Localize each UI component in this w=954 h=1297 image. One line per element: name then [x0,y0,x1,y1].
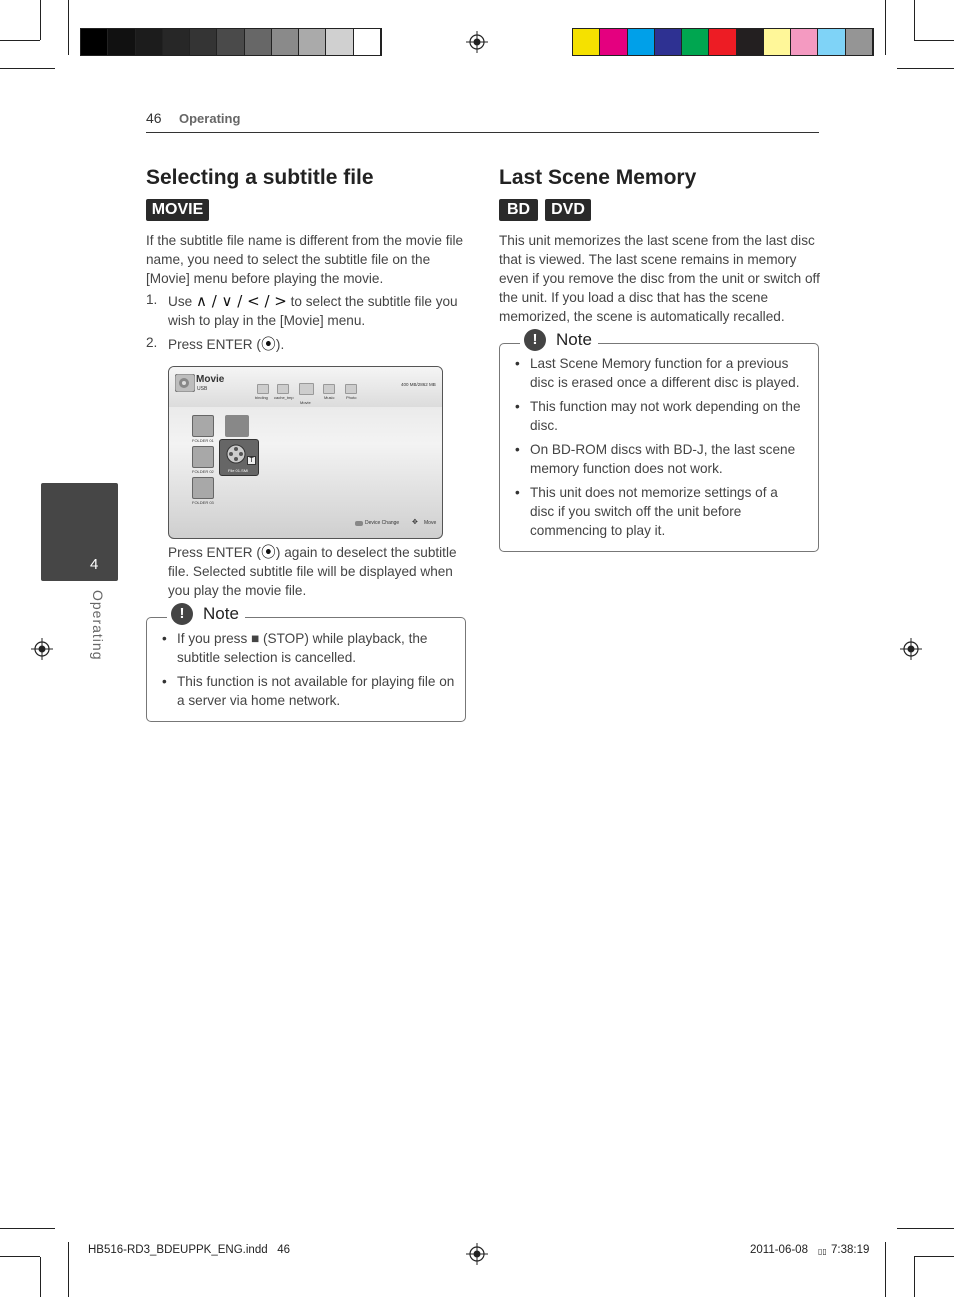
color-swatch [655,29,682,55]
chapter-number: 4 [90,556,99,573]
color-swatch [326,29,353,55]
registration-mark-icon [466,31,488,53]
color-swatch [846,29,873,55]
crop-mark [897,68,954,69]
grayscale-bar [80,28,382,56]
folder-label: Music [324,395,335,400]
step-number: 2. [146,335,158,350]
arrow-keys-icon: ∧ / ∨ / < / > [195,292,287,310]
note-item: • This function is not available for playing file on a server via home network. [177,672,457,710]
step-text-pre: Press ENTER ( [168,337,261,352]
note-title: Note [556,330,592,349]
dvd-badge: DVD [545,199,591,221]
exclamation-icon: ! [171,603,193,625]
step-text-post: to select the subtitle file you wish to play in the [Movie] menu. [168,294,458,328]
folder-icon [192,446,214,468]
section-heading: Selecting a subtitle file [146,166,374,189]
movie-badge: MOVIE [146,199,209,221]
footer-date: 2011-06-08 [750,1244,808,1256]
after-text-pre: Press ENTER ( [168,545,261,560]
step-text [168,292,468,330]
device-change-button-icon [355,521,363,526]
folder-label: FOLDER 02 [192,469,214,474]
crop-mark [914,1257,915,1297]
bd-badge: BD [499,199,538,221]
footer-glyph: ▯▯ [818,1247,827,1256]
movie-logo-icon [175,374,195,392]
enter-icon: ⦿ [260,335,276,353]
color-swatch [764,29,791,55]
step-text [168,335,468,354]
color-swatch [628,29,655,55]
registration-mark-icon [31,638,53,660]
folder-icon [192,415,214,437]
step-text-pre: Use [168,294,193,309]
device-change-label: Device Change [365,520,400,526]
after-paragraph [168,543,468,600]
film-reel-icon [225,443,247,465]
color-swatch [600,29,627,55]
folder-icon [299,383,314,395]
color-swatch [573,29,600,55]
step-number: 1. [146,292,158,307]
note-title: Note [203,604,239,623]
note-item: • Last Scene Memory function for a previous disc is erased once a different disc is played. [530,354,810,392]
color-swatch [299,29,326,55]
folder-label: cache_tmp [274,395,294,400]
crop-mark [40,0,41,40]
color-swatch [682,29,709,55]
color-swatch [136,29,163,55]
menu-title: Movie [196,374,225,385]
step-text-post: ). [275,337,285,352]
crop-mark [914,1256,954,1257]
chapter-label: Operating [90,590,106,661]
crop-mark [40,1257,41,1297]
crop-mark [897,1228,954,1229]
color-swatch [108,29,135,55]
folder-icon [323,384,335,394]
color-swatch [217,29,244,55]
capacity-label: 400 MB/2862 MB [401,382,436,387]
crop-mark [0,40,40,41]
header-rule [146,132,819,133]
note-item: • This unit does not memorize settings of a disc if you switch off the unit before commencing to play it. [530,483,800,540]
folder-label: binding [255,395,268,400]
registration-mark-icon [900,638,922,660]
crop-mark [68,1242,69,1297]
move-label: Move [424,520,437,526]
folder-label: Movie [300,400,311,405]
footer-time: 7:38:19 [831,1244,870,1256]
folder-icon [192,477,214,499]
folder-label: FOLDER 01 [192,438,214,443]
chapter-tab [41,483,118,581]
registration-mark-icon [466,1243,488,1265]
note-item: • If you press ■ (STOP) while playback, the subtitle selection is cancelled. [177,629,457,667]
intro-paragraph: This unit memorizes the last scene from the last disc that is viewed. The last scene remains in memory even if you remove the disc from the unit or switch off the unit. If you load a disc that has the scene memorized, the scene is automatically recalled. [499,233,820,324]
crop-mark [68,0,69,55]
page-number: 46 [146,110,162,126]
folder-label: FOLDER 03 [192,500,214,505]
crop-mark [885,0,886,55]
footer-file: HB516-RD3_BDEUPPK_ENG.indd 46 [88,1244,290,1256]
crop-mark [914,0,915,40]
move-icon: ✥ [412,519,418,526]
color-swatch [81,29,108,55]
color-swatch [245,29,272,55]
color-swatch [272,29,299,55]
color-swatch [354,29,381,55]
color-swatch [709,29,736,55]
color-swatch [163,29,190,55]
after-text-post: ) again to deselect the subtitle file. Selected subtitle file will be displayed when you play the movie file. [168,545,457,598]
movie-menu-screenshot [168,366,443,539]
color-swatch [737,29,764,55]
folder-icon [277,384,289,394]
note-header [167,603,245,625]
color-bar [572,28,874,56]
crop-mark [0,68,55,69]
color-swatch [791,29,818,55]
section-heading: Last Scene Memory [499,166,697,189]
intro-paragraph: If the subtitle file name is different from the movie file name, you need to select the subtitle file on the [Movie] menu before playing the movie. [146,233,464,286]
crop-mark [914,40,954,41]
note-header [520,329,598,351]
note-item: • This function may not work depending on the disc. [530,397,810,435]
subtitle-tag-icon: T [247,456,256,465]
enter-icon: ⦿ [260,543,276,561]
folder-icon [345,384,357,394]
movie-file-icon [225,415,249,437]
note-item: • On BD-ROM discs with BD-J, the last scene memory function does not work. [530,440,810,478]
color-swatch [818,29,845,55]
menu-subtitle: USB [197,386,208,392]
folder-icon [257,384,269,394]
section-title: Operating [179,111,241,126]
crop-mark [885,1242,886,1297]
crop-mark [0,1228,55,1229]
selected-file [219,439,259,476]
color-swatch [190,29,217,55]
exclamation-icon: ! [524,329,546,351]
folder-label: Photo [346,395,357,400]
crop-mark [0,1256,40,1257]
selected-file-label: File 01.SMI [228,468,249,473]
